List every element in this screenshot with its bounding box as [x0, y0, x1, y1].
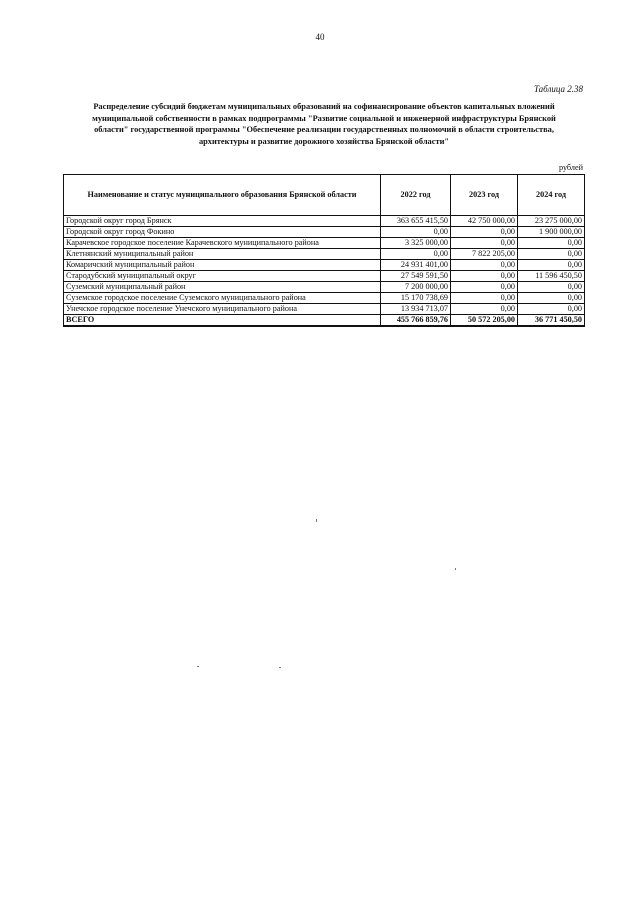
table-row [64, 304, 585, 315]
header-2024: 2024 год [518, 175, 585, 216]
cell-name: Клетнянский муниципальный район [64, 249, 381, 260]
subsidy-table [63, 174, 585, 327]
cell-2023: 0,00 [451, 227, 518, 238]
table-row [64, 238, 585, 249]
header-name: Наименование и статус муниципального образования Брянской области [64, 175, 381, 216]
cell-name: Унечское городское поселение Унечского муниципального района [64, 304, 381, 315]
cell-2024: 0,00 [518, 260, 585, 271]
cell-2022: 7 200 000,00 [381, 282, 451, 293]
cell-2022: 3 325 000,00 [381, 238, 451, 249]
cell-2023: 0,00 [451, 271, 518, 282]
cell-2022: 0,00 [381, 227, 451, 238]
cell-name: Комаричский муниципальный район [64, 260, 381, 271]
cell-2024: 0,00 [518, 293, 585, 304]
scan-speck [197, 666, 199, 667]
document-title: Распределение субсидий бюджетам муниципальных образований на софинансирование объектов капитальных вложений муниципальной собственности в рамках подпрограммы "Развитие социальной и инженерной инфраструктуры Брянской области" государственной программы "Обеспечение реализации государственных полномочий в области строительства, архитектуры и развитие дорожного хозяйства Брянской области" [92, 102, 556, 146]
table-row [64, 249, 585, 260]
cell-2024: 0,00 [518, 282, 585, 293]
cell-name: Городской округ город Брянск [64, 216, 381, 227]
table-row [64, 227, 585, 238]
cell-2022: 13 934 713,07 [381, 304, 451, 315]
cell-2024: 0,00 [518, 238, 585, 249]
cell-2024: 0,00 [518, 304, 585, 315]
cell-2023: 0,00 [451, 238, 518, 249]
table-header-row [64, 175, 585, 216]
cell-2023: 42 750 000,00 [451, 216, 518, 227]
header-2023: 2023 год [451, 175, 518, 216]
cell-name: Городской округ город Фокино [64, 227, 381, 238]
cell-2024: 23 275 000,00 [518, 216, 585, 227]
cell-2023: 0,00 [451, 260, 518, 271]
table-total-row [64, 315, 585, 327]
cell-2024: 1 900 000,00 [518, 227, 585, 238]
table-row [64, 293, 585, 304]
header-2022: 2022 год [381, 175, 451, 216]
cell-2023: 0,00 [451, 304, 518, 315]
cell-2023: 0,00 [451, 282, 518, 293]
cell-2024: 36 771 450,50 [518, 315, 585, 327]
cell-2022: 0,00 [381, 249, 451, 260]
cell-2023: 0,00 [451, 293, 518, 304]
table-row [64, 271, 585, 282]
table-label: Таблица 2.38 [533, 84, 583, 94]
units-label: рублей [558, 163, 583, 172]
cell-2023: 50 572 205,00 [451, 315, 518, 327]
scan-speck [316, 519, 317, 522]
cell-2022: 363 655 415,50 [381, 216, 451, 227]
cell-2024: 0,00 [518, 249, 585, 260]
cell-2024: 11 596 450,50 [518, 271, 585, 282]
cell-2023: 7 822 205,00 [451, 249, 518, 260]
cell-name: Суземский муниципальный район [64, 282, 381, 293]
cell-name: ВСЕГО [64, 315, 381, 327]
scan-speck [279, 667, 281, 668]
scan-speck [455, 568, 456, 570]
table-row [64, 282, 585, 293]
table-body [64, 216, 585, 327]
cell-2022: 27 549 591,50 [381, 271, 451, 282]
cell-2022: 455 766 859,76 [381, 315, 451, 327]
cell-2022: 24 931 401,00 [381, 260, 451, 271]
cell-name: Суземское городское поселение Суземского муниципального района [64, 293, 381, 304]
table-row [64, 216, 585, 227]
cell-2022: 15 170 738,69 [381, 293, 451, 304]
page-number: 40 [315, 32, 325, 42]
cell-name: Карачевское городское поселение Карачевского муниципального района [64, 238, 381, 249]
cell-name: Стародубский муниципальный округ [64, 271, 381, 282]
table-row [64, 260, 585, 271]
